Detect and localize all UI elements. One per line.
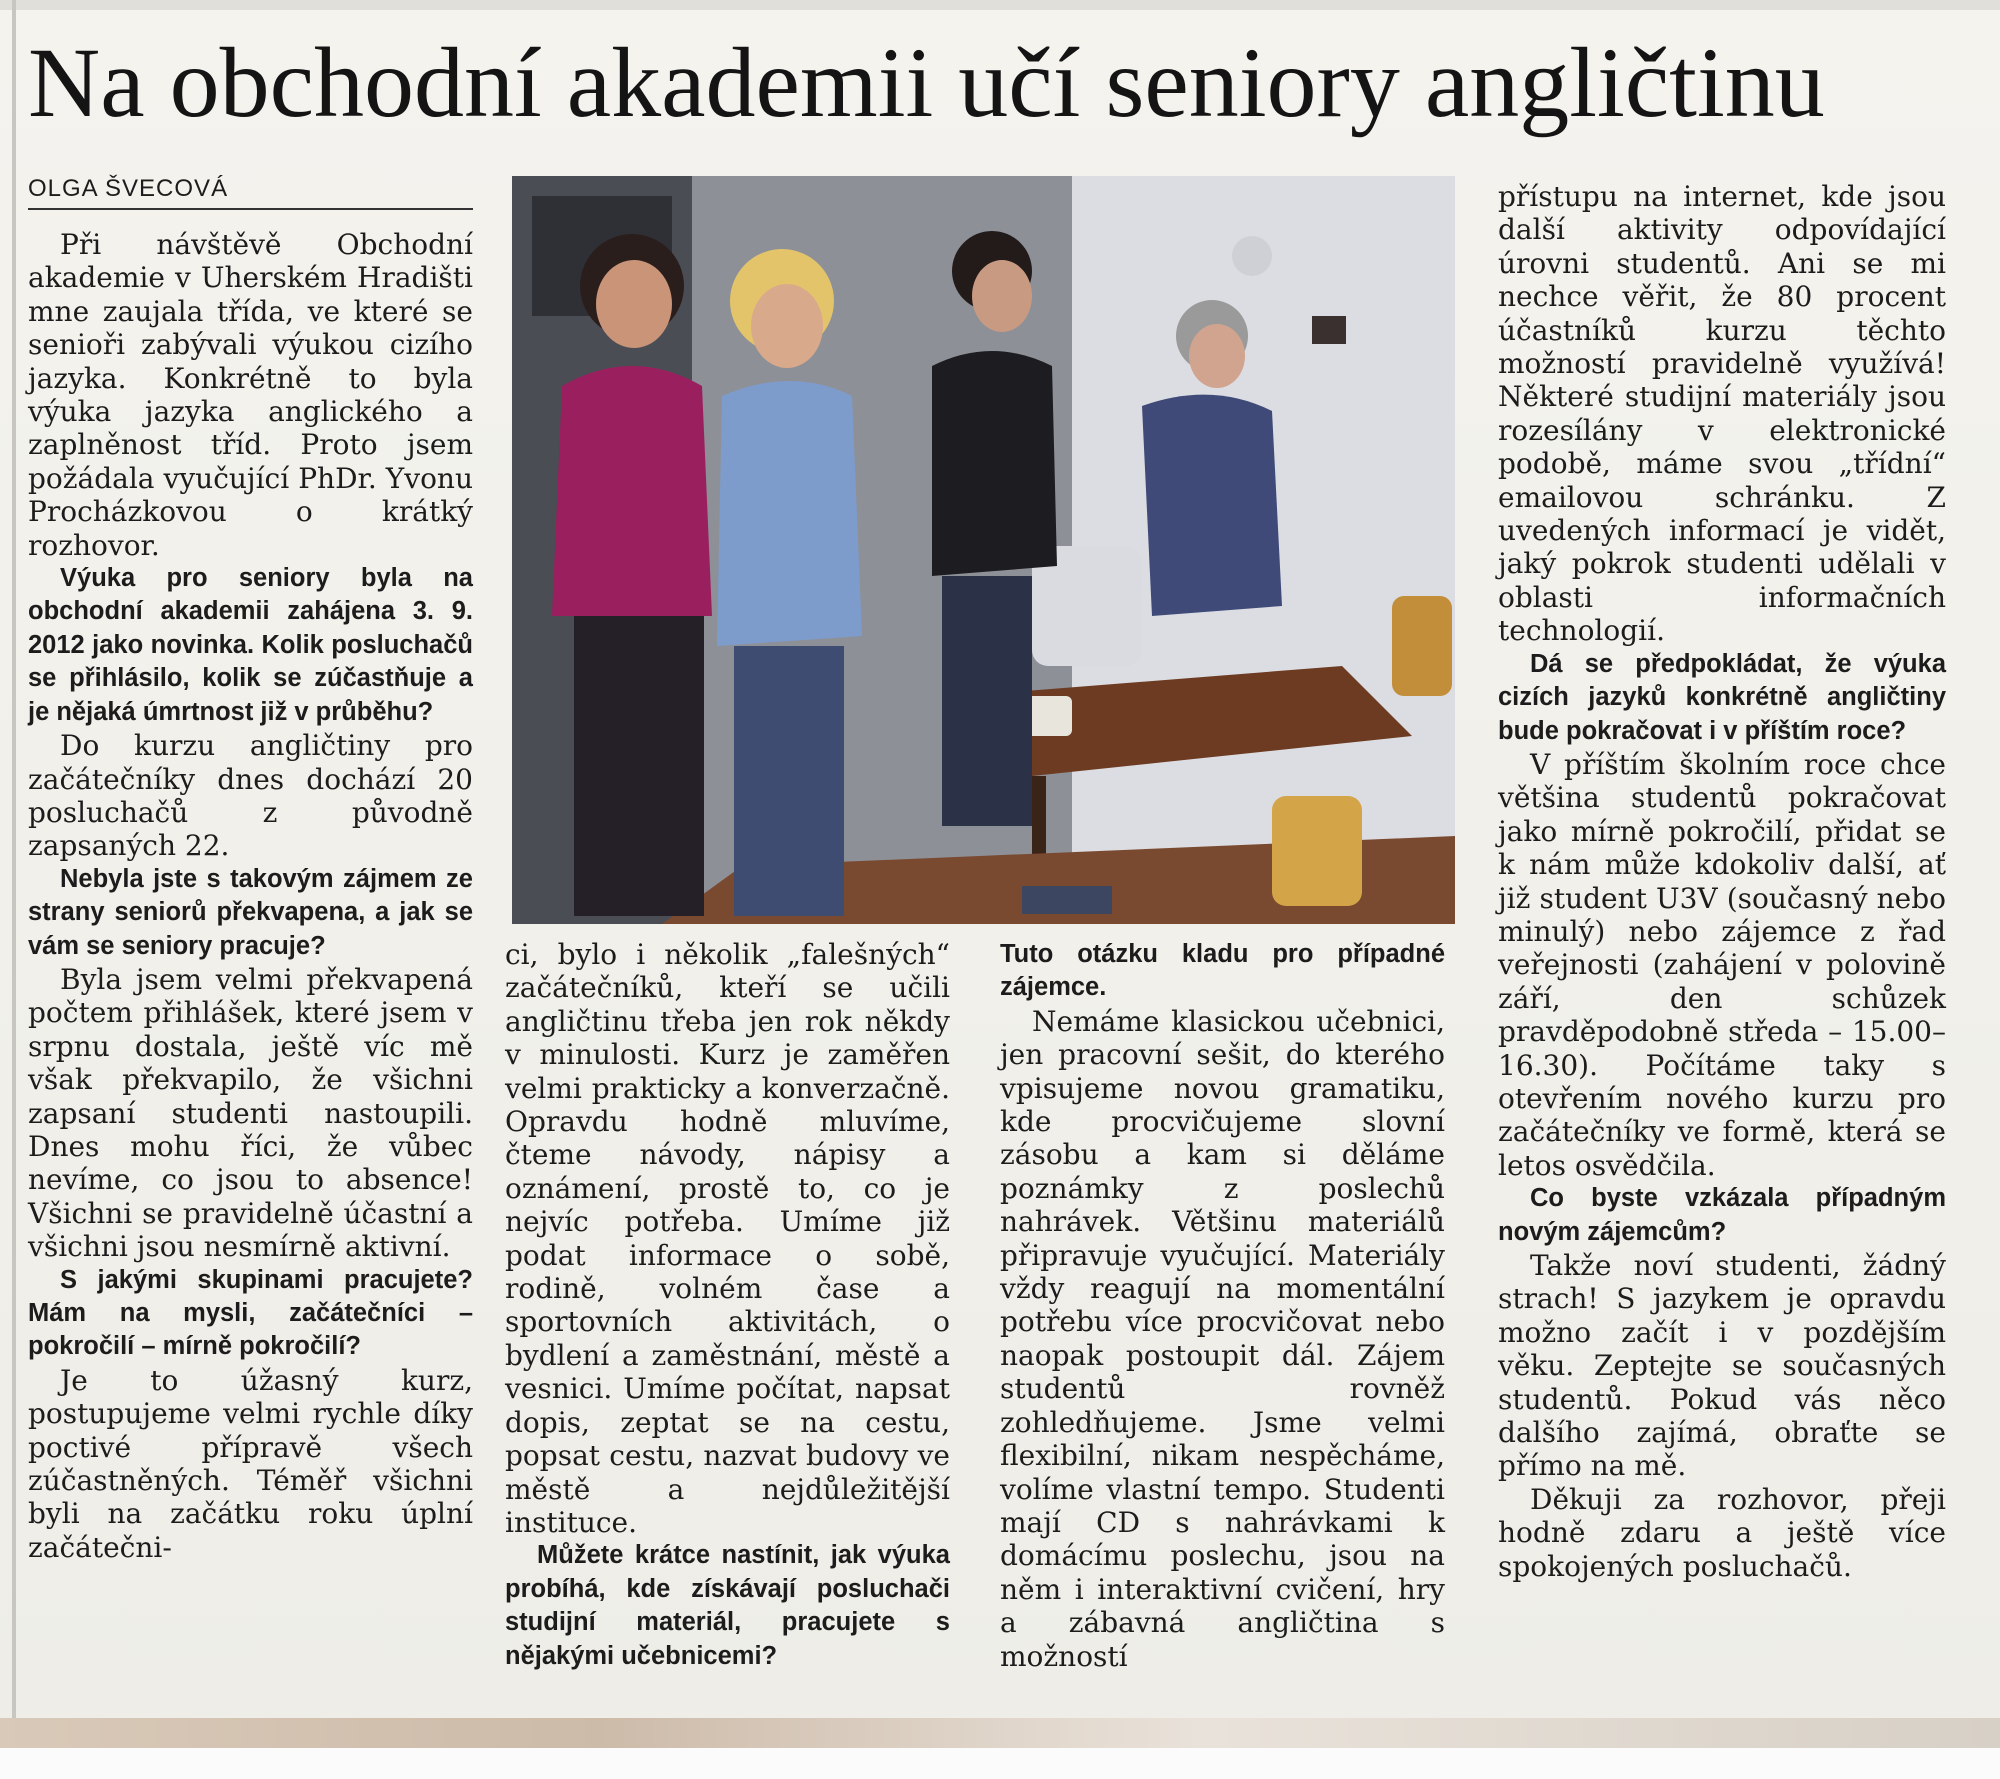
answer-6: Takže noví studenti, žádný strach! S jazykem je opravdu možno začít i v pozdějším věku. Zeptejte se současných studentů. Pokud vás něco dalšího zajímá, obraťte se přímo na mě. (1498, 1249, 1946, 1483)
question-1: Výuka pro seniory byla na obchodní akademii zahájena 3. 9. 2012 jako novinka. Kolik posluchačů se přihlásilo, kolik se zúčastňuje a je nějaká úmrtnost již v průběhu? (28, 564, 473, 726)
question-6: Co byste vzkázala případným novým zájemcům? (1498, 1184, 1946, 1246)
scan-margin (0, 1748, 2000, 1779)
text-column-3 (1000, 938, 1445, 1673)
answer-1: Do kurzu angličtiny pro začátečníky dnes dochází 20 posluchačů z původně zapsaných 22. (28, 729, 473, 863)
classroom-photo-illustration (512, 176, 1455, 924)
answer-5: V příštím školním roce chce většina studentů pokračovat jako mírně pokročilí, přidat se k nám může kdokoliv další, ať již student U3V (současný nebo minulý) nebo zájemce z řad veřejnosti (zahájení v polovině září, den schůzek pravděpodobně středa – 15.00–16.30). Počítáme taky s otevřením nového kurzu pro začátečníky ve formě, která se letos osvědčila. (1498, 747, 1946, 1182)
question-5: Dá se předpokládat, že výuka cizích jazyků konkrétně angličtiny bude pokračovat i v příštím roce? (1498, 649, 1946, 745)
answer-4-continued: přístupu na internet, kde jsou další aktivity odpovídající úrovni studentů. Ani se mi nechce věřit, že 80 procent účastníků kurzu těchto možností pravidelně využívá! Některé studijní materiály jsou rozesílány v elektronické podobě, máme svou „třídní“ emailovou schránku. Z uvedených informací je vidět, jaký pokrok studenti udělali v oblasti informačních technologií. (1498, 180, 1946, 648)
question-2: Nebyla jste s takovým zájmem ze strany seniorů překvapena, a jak se vám se seniory pracuje? (28, 864, 473, 960)
text-column-1 (28, 228, 473, 1564)
answer-4: Nemáme klasickou učebnici, jen pracovní sešit, do kterého vpisujeme novou gramatiku, kde procvičujeme slovní zásobu a kam si děláme poznámky z poslechů nahrávek. Většinu materiálů připravuje vyučující. Materiály vždy reagují na momentální potřebu více procvičovat nebo naopak postoupit dál. Zájem studentů rovněž zohledňujeme. Jsme velmi flexibilní, nikam nespěcháme, volíme vlastní tempo. Studenti mají CD s nahrávkami k domácímu poslechu, jsou na něm i interaktivní cvičení, hry a zábavná angličtina s možností (1000, 1004, 1445, 1673)
answer-2: Byla jsem velmi překvapená počtem přihlášek, které jsem v srpnu dostala, ještě víc mě však překvapilo, že všichni zapsaní studenti nastoupili. Dnes mohu říci, že vůbec nevíme, co jsou to absence! Všichni se pravidelně účastní a všichni jsou nesmírně aktivní. (28, 962, 473, 1264)
scan-left-edge (12, 0, 16, 1720)
question-3: S jakými skupinami pracujete? Mám na mysli, začátečníci – pokročilí – mírně pokročilí? (28, 1265, 473, 1361)
closing-paragraph: Děkuji za rozhovor, přeji hodně zdaru a ještě více spokojených posluchačů. (1498, 1482, 1946, 1583)
answer-3-start: Je to úžasný kurz, postupujeme velmi rychle díky poctivé přípravě všech zúčastněných. Téměř všichni byli na začátku roku úplní začátečni- (28, 1363, 473, 1564)
text-column-4 (1498, 180, 1946, 1583)
question-4: Můžete krátce nastínit, jak výuka probíhá, kde získávají posluchači studijní materiál, pracujete s nějakými učebnicemi? (505, 1541, 950, 1670)
text-column-2 (505, 938, 950, 1673)
intro-paragraph: Při návštěvě Obchodní akademie v Uherském Hradišti mne zaujala třída, ve které se senioři zabývali výukou cizího jazyka. Konkrétně to byla výuka jazyka anglického a zaplněnost tříd. Proto jsem požádala vyučující PhDr. Yvonu Procházkovou o krátký rozhovor. (28, 228, 473, 562)
scan-bottom-edge (0, 1718, 2000, 1779)
article-author: OLGA ŠVECOVÁ (28, 172, 473, 210)
question-4-note: Tuto otázku kladu pro případné zájemce. (1000, 940, 1445, 1002)
scan-top-edge (0, 0, 2000, 10)
article-photo (512, 176, 1455, 924)
answer-3-continued: ci, bylo i několik „falešných“ začátečníků, kteří se učili angličtinu třeba jen rok někdy v minulosti. Kurz je zaměřen velmi prakticky a konverzačně. Opravdu hodně mluvíme, čteme návody, nápisy a oznámení, prostě to, co je nejvíc potřeba. Umíme již podat informace o sobě, rodině, volném čase a sportovních aktivitách, o bydlení a zaměstnání, městě a vesnici. Umíme počítat, napsat dopis, zeptat se na cestu, popsat cestu, nazvat budovy ve městě a nejdůležitější instituce. (505, 938, 950, 1539)
article-title: Na obchodní akademii učí seniory angličtinu (28, 27, 1825, 138)
